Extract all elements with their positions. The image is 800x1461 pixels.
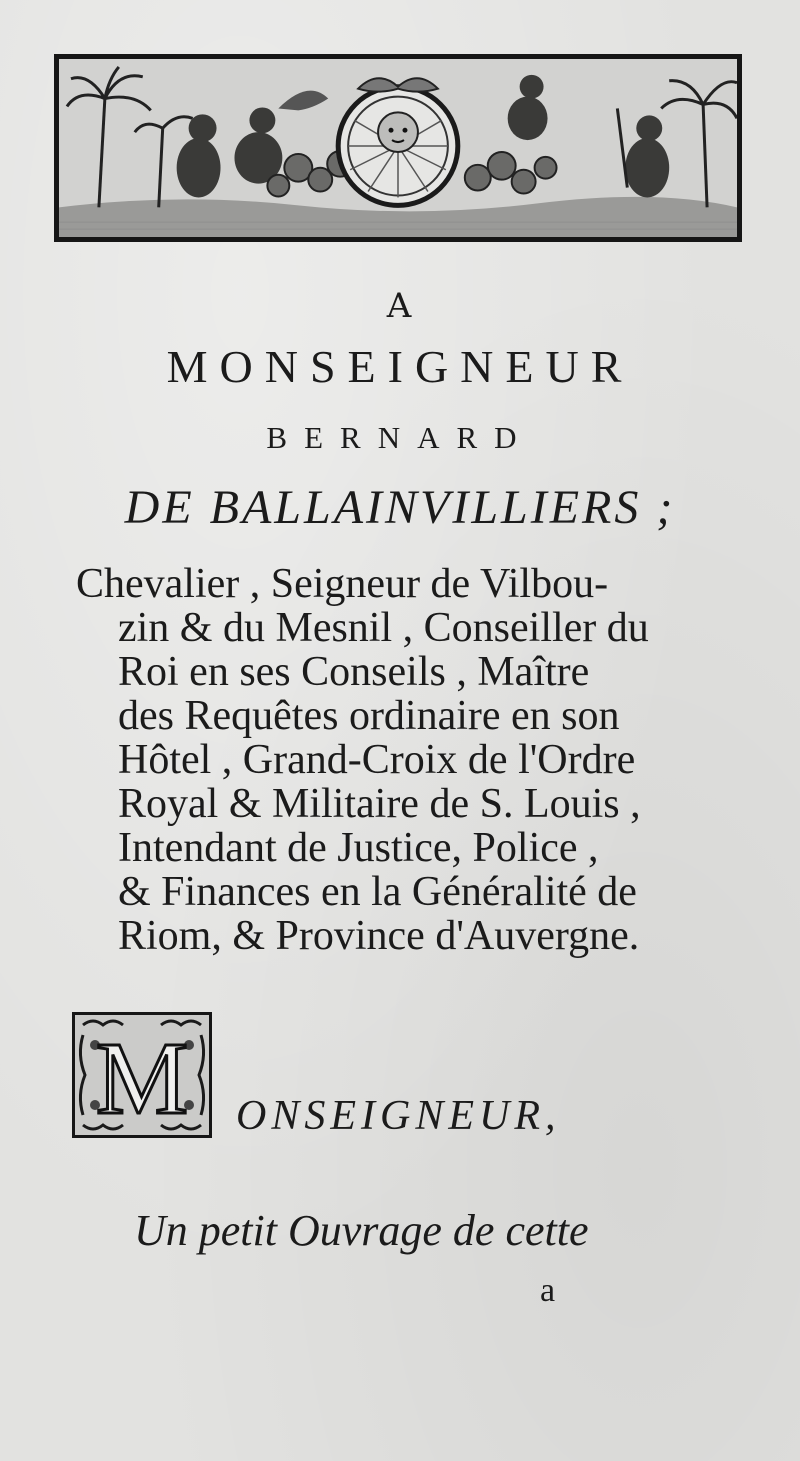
dedicatee-titles: [76, 561, 722, 959]
opening-line: Un petit Ouvrage de cette: [134, 1206, 589, 1255]
ornament-frame-icon: [75, 1015, 209, 1135]
dedication-title: MONSEIGNEUR: [166, 341, 634, 392]
ornamental-drop-cap: [72, 1012, 212, 1138]
titles-line: Hôtel , Grand-Croix de l'Ordre: [118, 737, 636, 783]
titles-line: Intendant de Justice, Police ,: [118, 825, 599, 871]
titles-line: Riom, & Province d'Auvergne.: [118, 913, 640, 959]
titles-line: Chevalier , Seigneur de Vilbou-: [76, 561, 609, 607]
dedication-to: A: [386, 286, 414, 326]
signature-mark: a: [540, 1272, 556, 1309]
titles-line: & Finances en la Généralité de: [118, 869, 637, 915]
dedicatee-first-name: BERNARD: [266, 420, 534, 455]
dedicatee-surname: DE BALLAINVILLIERS ;: [124, 481, 676, 534]
engraved-headpiece: [54, 54, 742, 242]
titles-line: Royal & Militaire de S. Louis ,: [118, 781, 641, 827]
headpiece-ornament-icon: [59, 59, 737, 237]
titles-line: zin & du Mesnil , Conseiller du: [118, 605, 649, 651]
titles-line: des Requêtes ordinaire en son: [118, 693, 620, 739]
drop-cap-letter: M: [95, 1021, 189, 1135]
titles-line: Roi en ses Conseils , Maître: [118, 649, 590, 695]
salutation-rest: ONSEIGNEUR,: [236, 1093, 561, 1139]
